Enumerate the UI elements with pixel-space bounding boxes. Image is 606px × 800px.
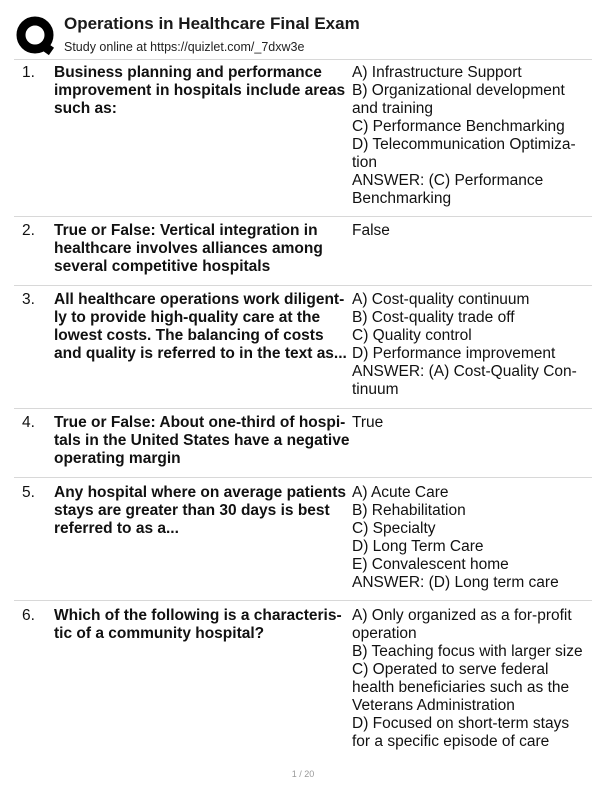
answer-text: False	[352, 222, 390, 239]
quizlet-logo-icon	[16, 16, 56, 56]
question-number: 1.	[22, 64, 35, 81]
question-number: 4.	[22, 414, 35, 431]
divider	[14, 600, 592, 601]
question-number: 6.	[22, 607, 35, 624]
qa-item	[14, 291, 592, 403]
qa-item	[14, 222, 592, 280]
document-title: Operations in Healthcare Final Exam	[64, 14, 360, 33]
answer-text: A) Acute Care B) Rehabilitation C) Specialty D) Long Term Care E) Convalescent home ANSWER: (D) Long term care	[352, 484, 559, 591]
question-text: True or False: About one-third of hospi- tals in the United States have a negative operating margin	[54, 414, 350, 467]
study-online-link[interactable]: Study online at https://quizlet.com/_7dxw3e	[64, 40, 305, 54]
question-text: Business planning and performance improvement in hospitals include areas such as:	[54, 64, 346, 117]
question-number: 3.	[22, 291, 35, 308]
answer-text: True	[352, 414, 384, 431]
page-number: 1 / 20	[291, 769, 315, 779]
question-number: 2.	[22, 222, 35, 239]
answer-text: A) Only organized as a for-profit operation B) Teaching focus with larger size C) Operated to serve federal health beneficiaries such as the Veterans Administration D) Focused on short-term stays for a specific episode of care	[352, 607, 583, 750]
divider	[14, 285, 592, 286]
qa-item	[14, 64, 592, 212]
divider	[14, 408, 592, 409]
document-header	[14, 12, 594, 60]
qa-item	[14, 607, 592, 755]
divider	[14, 216, 592, 217]
divider	[14, 477, 592, 478]
question-text: Which of the following is a characteris- tic of a community hospital?	[54, 607, 342, 642]
question-text: Any hospital where on average patients stays are greater than 30 days is best referred to as a...	[54, 484, 346, 537]
divider	[14, 59, 592, 60]
answer-text: A) Infrastructure Support B) Organizational development and training C) Performance Benchmarking D) Telecommunication Optimiza- tion ANSWER: (C) Performance Benchmarking	[352, 64, 576, 207]
qa-item	[14, 414, 592, 472]
question-number: 5.	[22, 484, 35, 501]
answer-text: A) Cost-quality continuum B) Cost-quality trade off C) Quality control D) Performance improvement ANSWER: (A) Cost-Quality Con- tinuum	[352, 291, 577, 398]
question-text: All healthcare operations work diligent- ly to provide high-quality care at the lowest costs. The balancing of costs and quality is referred to in the text as...	[54, 291, 347, 362]
qa-item	[14, 484, 592, 596]
question-text: True or False: Vertical integration in healthcare involves alliances among several competitive hospitals	[54, 222, 323, 275]
